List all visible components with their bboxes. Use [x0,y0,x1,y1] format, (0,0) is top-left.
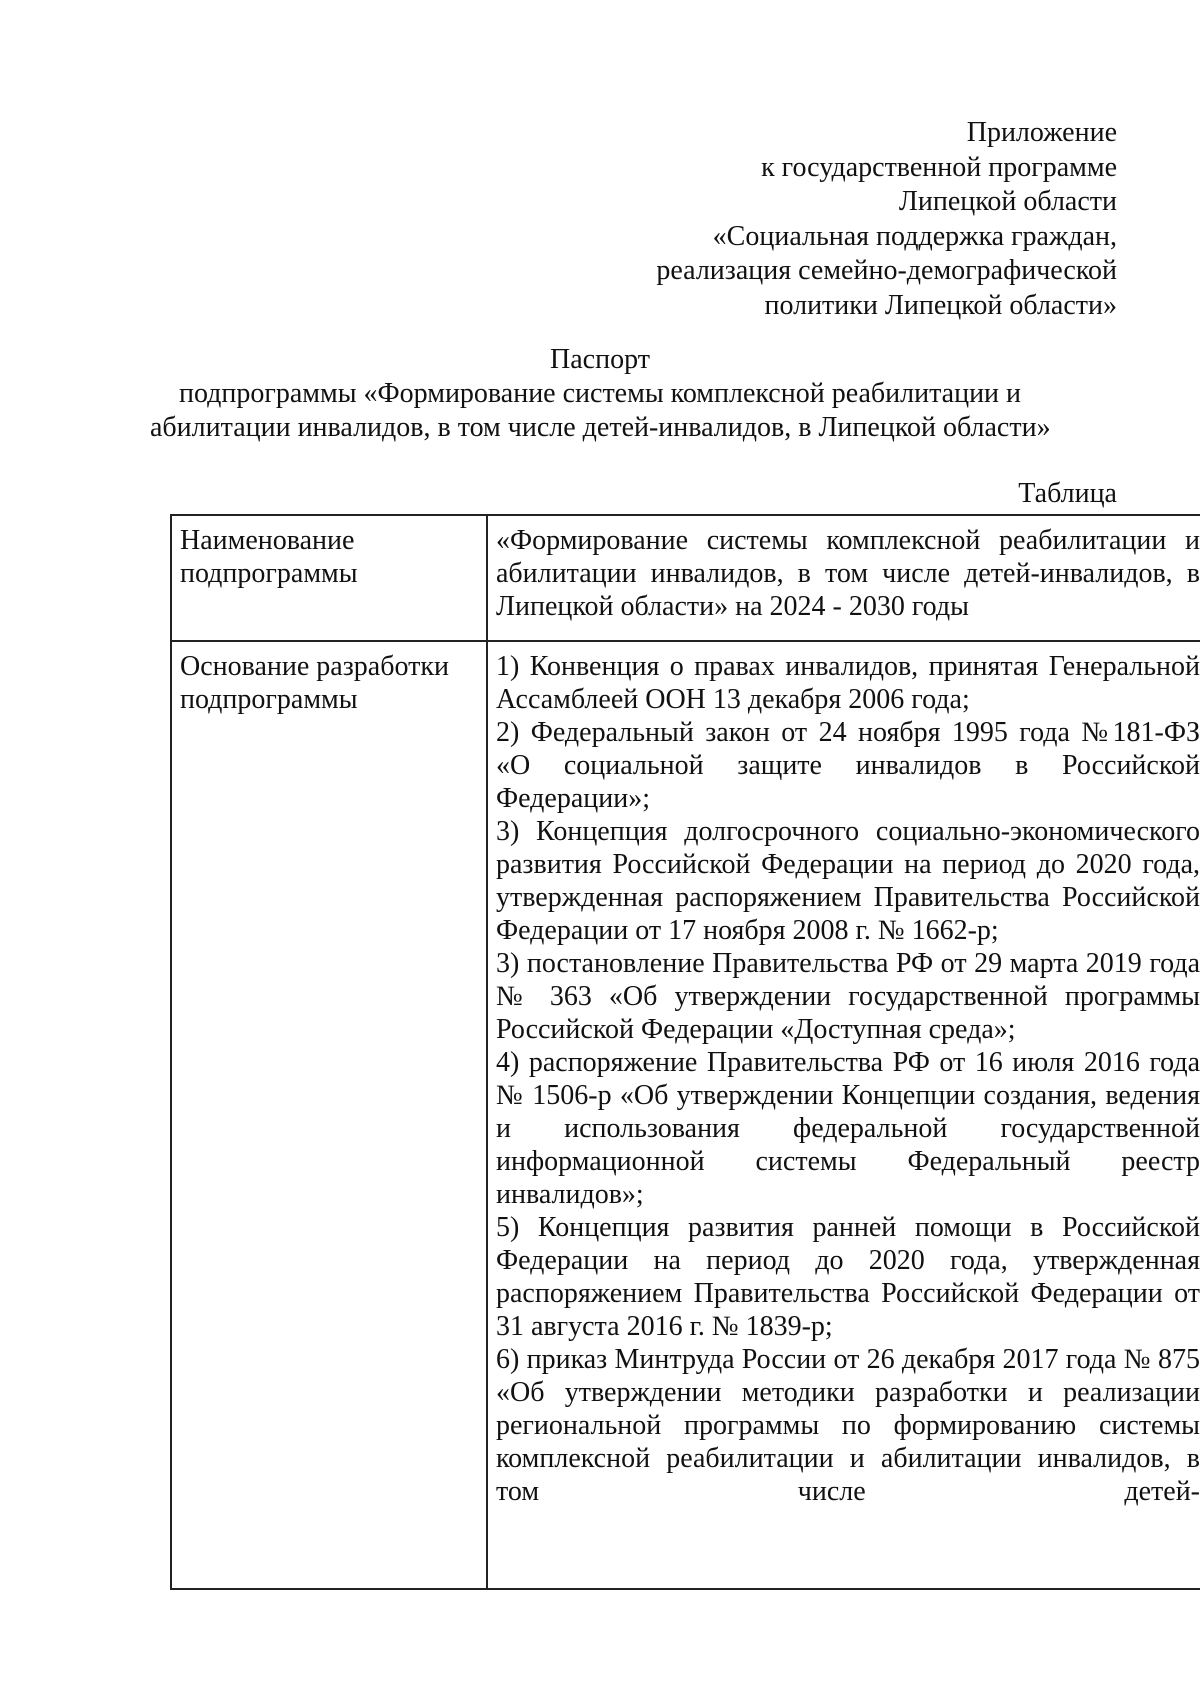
appendix-line: к государственной программе [761,151,1117,183]
appendix-line: Приложение [966,117,1117,148]
passport-table [170,514,1200,1590]
appendix-block [497,116,1117,323]
table-row [171,515,1200,641]
basis-item: 2) Федеральный закон от 24 ноября 1995 года №181-ФЗ «О социальной защите инвалидов в Российской Федерации»; [496,717,1200,814]
row-value-name [487,515,1200,641]
basis-item: 3) Концепция долгосрочного социально-экономического развития Российской Федерации на период до 2020 года, утвержденная распоряжением Правительства Российской Федерации от 17 ноября 2008 г. № 1662-р; [496,816,1200,946]
basis-item: 4) распоряжение Правительства РФ от 16 июля 2016 года № 1506-р «Об утверждении Концепции создания, ведения и использования федеральной государственной информационной системы Федеральный реестр инвалидов»; [496,1047,1200,1210]
basis-item: 1) Конвенция о правах инвалидов, принятая Генеральной Ассамблеей ООН 13 декабря 2006 года; [496,651,1200,715]
title-block [150,343,1050,445]
row-label-basis: Основание разработки подпрограммы [171,641,487,1589]
basis-item: 6) приказ Минтруда России от 26 декабря 2017 года № 875 «Об утверждении методики разработки и реализации региональной программы по формированию системы комплексной реабилитации и абилитации инвалидов, в том числе детей- [496,1344,1200,1507]
table-caption: Таблица [1018,478,1117,509]
table-row [171,641,1200,1589]
appendix-line: политики Липецкой области» [764,289,1117,321]
appendix-line: реализация семейно-демографической [656,255,1117,286]
row-label-name: Наименование подпрограммы [171,515,487,641]
document-subtitle-line-1: подпрограммы «Формирование системы комплексной реабилитации и [178,378,1022,409]
document-subtitle-line-2: абилитации инвалидов, в том числе детей-инвалидов, в Липецкой области» [150,412,1051,443]
basis-item: 3) постановление Правительства РФ от 29 марта 2019 года № 363 «Об утверждении государственной программы Российской Федерации «Доступная среда»; [496,948,1200,1045]
appendix-line: «Социальная поддержка граждан, [712,220,1117,252]
basis-item: 5) Концепция развития ранней помощи в Российской Федерации на период до 2020 года, утвержденная распоряжением Правительства Российской Федерации от 31 августа 2016 г. № 1839-р; [496,1212,1200,1342]
row-value-text: «Формирование системы комплексной реабилитации и абилитации инвалидов, в том числе детей-инвалидов, в Липецкой области» на 2024 - 2030 годы [496,525,1200,622]
document-heading: Паспорт [550,344,650,375]
row-value-basis [487,641,1200,1589]
appendix-line: Липецкой области [898,186,1117,217]
